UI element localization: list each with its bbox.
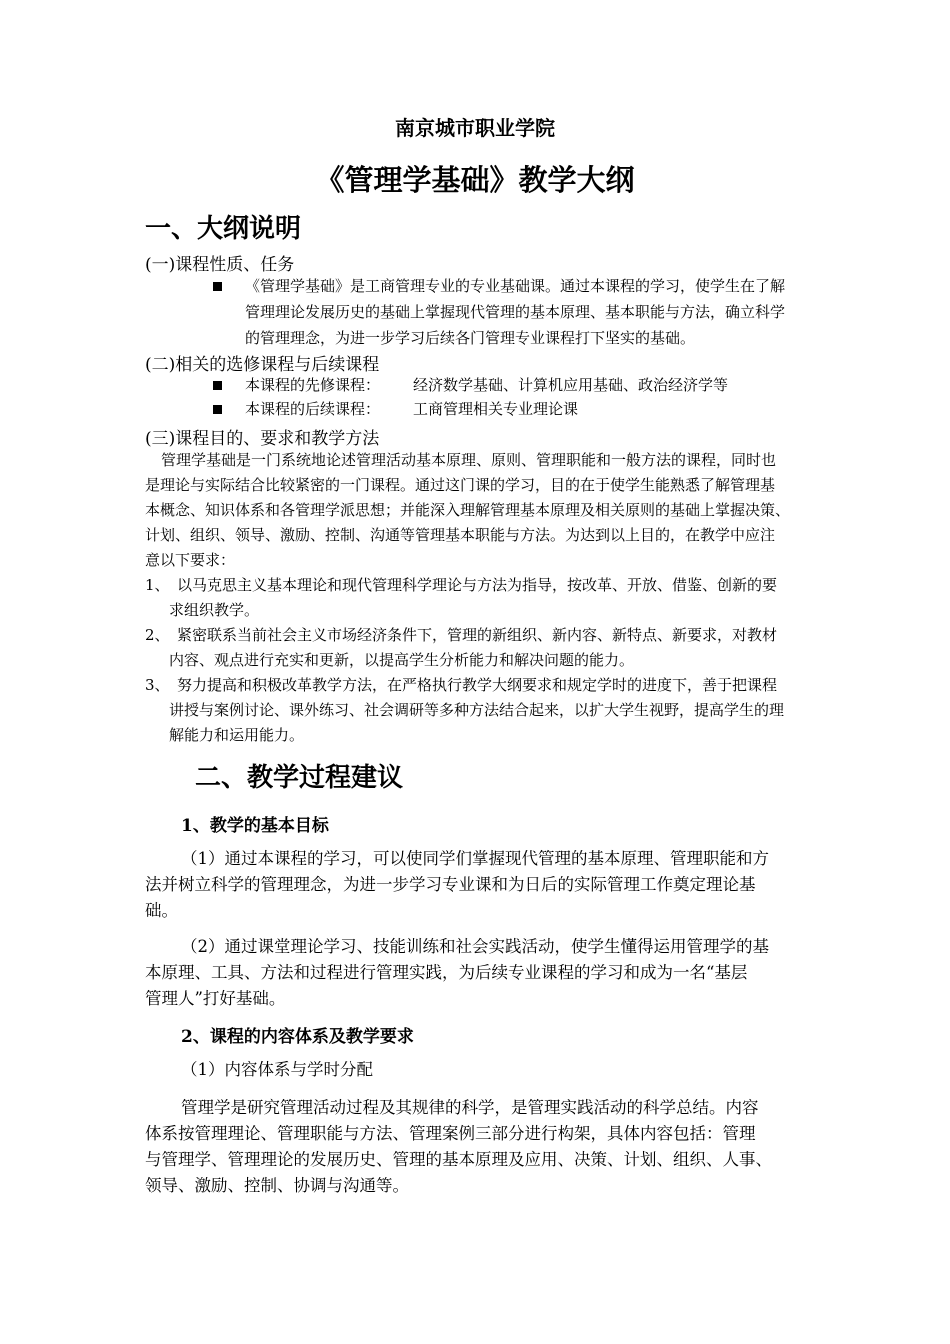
part1-p2-line: 管理人”打好基础。 (145, 989, 286, 1008)
part2-para-line: 体系按管理理论、管理职能与方法、管理案例三部分进行构架，具体内容包括：管理 (145, 1124, 756, 1143)
bullet-icon (213, 381, 222, 390)
prerequisite-value: 经济数学基础、计算机应用基础、政治经济学等 (413, 376, 729, 394)
sub2-heading: (二)相关的选修课程与后续课程 (145, 355, 380, 375)
sub1-line: 《管理学基础》是工商管理专业的专业基础课。通过本课程的学习，使学生在了解 (245, 277, 786, 295)
requirement-line: 解能力和运用能力。 (169, 726, 305, 744)
part1-p1-line: （1）通过本课程的学习，可以使同学们掌握现代管理的基本原理、管理职能和方 (181, 849, 769, 868)
requirement-number: 2、 (145, 626, 170, 644)
part1-p2-line: （2）通过课堂理论学习、技能训练和社会实践活动，使学生懂得运用管理学的基 (181, 937, 769, 956)
section2-heading: 二、教学过程建议 (195, 763, 404, 793)
requirement-line: 求组织教学。 (169, 601, 260, 619)
part2-para-line: 领导、激励、控制、协调与沟通等。 (145, 1176, 409, 1195)
sub3-heading: (三)课程目的、要求和教学方法 (145, 429, 380, 449)
requirement-line: 内容、观点进行充实和更新，以提高学生分析能力和解决问题的能力。 (169, 651, 635, 669)
sub1-heading: (一)课程性质、任务 (145, 255, 295, 275)
sub3-para-line: 本概念、知识体系和各管理学派思想；并能深入理解管理基本原理及相关原则的基础上掌握决策、 (145, 501, 791, 519)
requirement-number: 3、 (145, 676, 170, 694)
part2-heading: 2、课程的内容体系及教学要求 (181, 1027, 414, 1047)
document-title: 《管理学基础》教学大纲 (315, 163, 635, 197)
requirement-line: 紧密联系当前社会主义市场经济条件下，管理的新组织、新内容、新特点、新要求，对教材 (177, 626, 778, 644)
part1-heading: 1、教学的基本目标 (181, 816, 329, 836)
sub3-para-line: 管理学基础是一门系统地论述管理活动基本原理、原则、管理职能和一般方法的课程，同时也 (161, 451, 777, 469)
sub1-line: 的管理理念，为进一步学习后续各门管理专业课程打下坚实的基础。 (245, 329, 696, 347)
part1-p2-line: 本原理、工具、方法和过程进行管理实践，为后续专业课程的学习和成为一名“基层 (145, 963, 748, 982)
part1-p1-line: 础。 (145, 901, 178, 920)
requirement-line: 以马克思主义基本理论和现代管理科学理论与方法为指导，按改革、开放、借鉴、创新的要 (177, 576, 778, 594)
requirement-number: 1、 (145, 576, 170, 594)
part2-subheading: （1）内容体系与学时分配 (181, 1060, 373, 1079)
followup-label: 本课程的后续课程： (245, 400, 381, 418)
bullet-icon (213, 282, 222, 291)
requirement-line: 努力提高和积极改革教学方法，在严格执行教学大纲要求和规定学时的进度下，善于把课程 (177, 676, 778, 694)
section1-heading: 一、大纲说明 (145, 214, 302, 244)
school-name: 南京城市职业学院 (395, 116, 555, 140)
sub3-para-line: 意以下要求： (145, 551, 236, 569)
bullet-icon (213, 405, 222, 414)
part2-para-line: 管理学是研究管理活动过程及其规律的科学，是管理实践活动的科学总结。内容 (181, 1098, 759, 1117)
sub3-para-line: 是理论与实际结合比较紧密的一门课程。通过这门课的学习，目的在于使学生能熟悉了解管理基 (145, 476, 776, 494)
sub3-para-line: 计划、组织、领导、激励、控制、沟通等管理基本职能与方法。为达到以上目的，在教学中应注 (145, 526, 776, 544)
sub1-line: 管理理论发展历史的基础上掌握现代管理的基本原理、基本职能与方法，确立科学 (245, 303, 786, 321)
requirement-line: 讲授与案例讨论、课外练习、社会调研等多种方法结合起来，以扩大学生视野，提高学生的理 (169, 701, 785, 719)
prerequisite-label: 本课程的先修课程： (245, 376, 381, 394)
part1-p1-line: 法并树立科学的管理理念，为进一步学习专业课和为日后的实际管理工作奠定理论基 (145, 875, 756, 894)
followup-value: 工商管理相关专业理论课 (413, 400, 579, 418)
part2-para-line: 与管理学、管理理论的发展历史、管理的基本原理及应用、决策、计划、组织、人事、 (145, 1150, 772, 1169)
